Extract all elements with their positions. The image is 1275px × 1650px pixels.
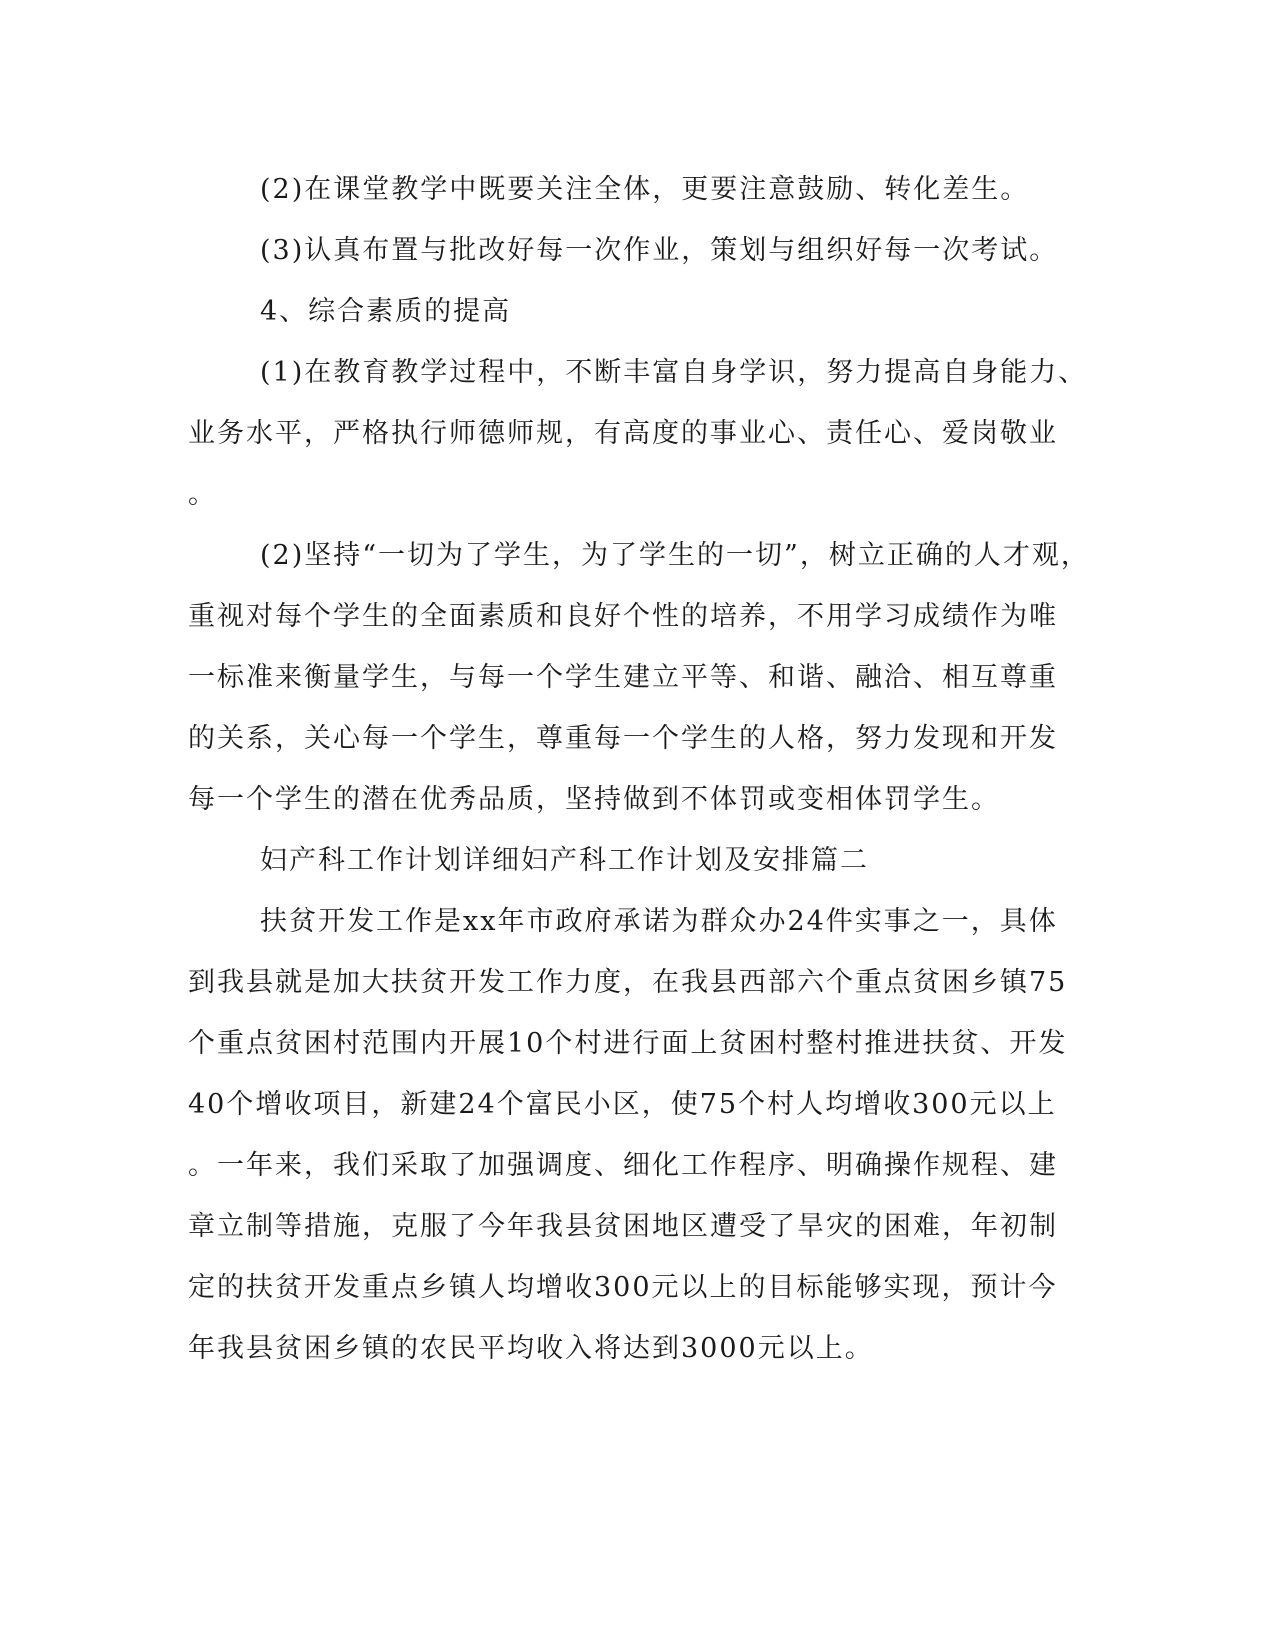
text-line: (2)在课堂教学中既要关注全体，更要注意鼓励、转化差生。 — [260, 174, 1030, 205]
text-line: 定的扶贫开发重点乡镇人均增收300元以上的目标能够实现，预计今 — [188, 1272, 1058, 1303]
text-line: 业务水平，严格执行师德师规，有高度的事业心、责任心、爱岗敬业 — [188, 418, 1058, 449]
text-line: 一标准来衡量学生，与每一个学生建立平等、和谐、融洽、相互尊重 — [188, 662, 1058, 693]
text-line: 。一年来，我们采取了加强调度、细化工作程序、明确操作规程、建 — [188, 1150, 1058, 1181]
text-line: 年我县贫困乡镇的农民平均收入将达到3000元以上。 — [188, 1333, 874, 1364]
text-line: (2)坚持“一切为了学生，为了学生的一切”，树立正确的人才观， — [260, 540, 1090, 571]
text-line: (1)在教育教学过程中，不断丰富自身学识，努力提高自身能力、 — [260, 357, 1088, 388]
text-line: 。 — [188, 479, 217, 510]
text-line: 40个增收项目，新建24个富民小区，使75个村人均增收300元以上 — [188, 1089, 1057, 1120]
article-title: 妇产科工作计划详细妇产科工作计划及安排篇二 — [260, 845, 869, 876]
text-line: 重视对每个学生的全面素质和良好个性的培养，不用学习成绩作为唯 — [188, 601, 1058, 632]
text-line: 每一个学生的潜在优秀品质，坚持做到不体罚或变相体罚学生。 — [188, 784, 1000, 815]
text-line: 章立制等措施，克服了今年我县贫困地区遭受了旱灾的困难，年初制 — [188, 1211, 1058, 1242]
document-body — [188, 159, 1090, 1379]
text-line: 扶贫开发工作是xx年市政府承诺为群众办24件实事之一，具体 — [260, 906, 1058, 937]
section-heading: 4、综合素质的提高 — [260, 296, 512, 327]
text-line: (3)认真布置与批改好每一次作业，策划与组织好每一次考试。 — [260, 235, 1059, 266]
text-line: 的关系，关心每一个学生，尊重每一个学生的人格，努力发现和开发 — [188, 723, 1058, 754]
text-line: 个重点贫困村范围内开展10个村进行面上贫困村整村推进扶贫、开发 — [188, 1028, 1068, 1059]
text-line: 到我县就是加大扶贫开发工作力度，在我县西部六个重点贫困乡镇75 — [188, 967, 1068, 998]
